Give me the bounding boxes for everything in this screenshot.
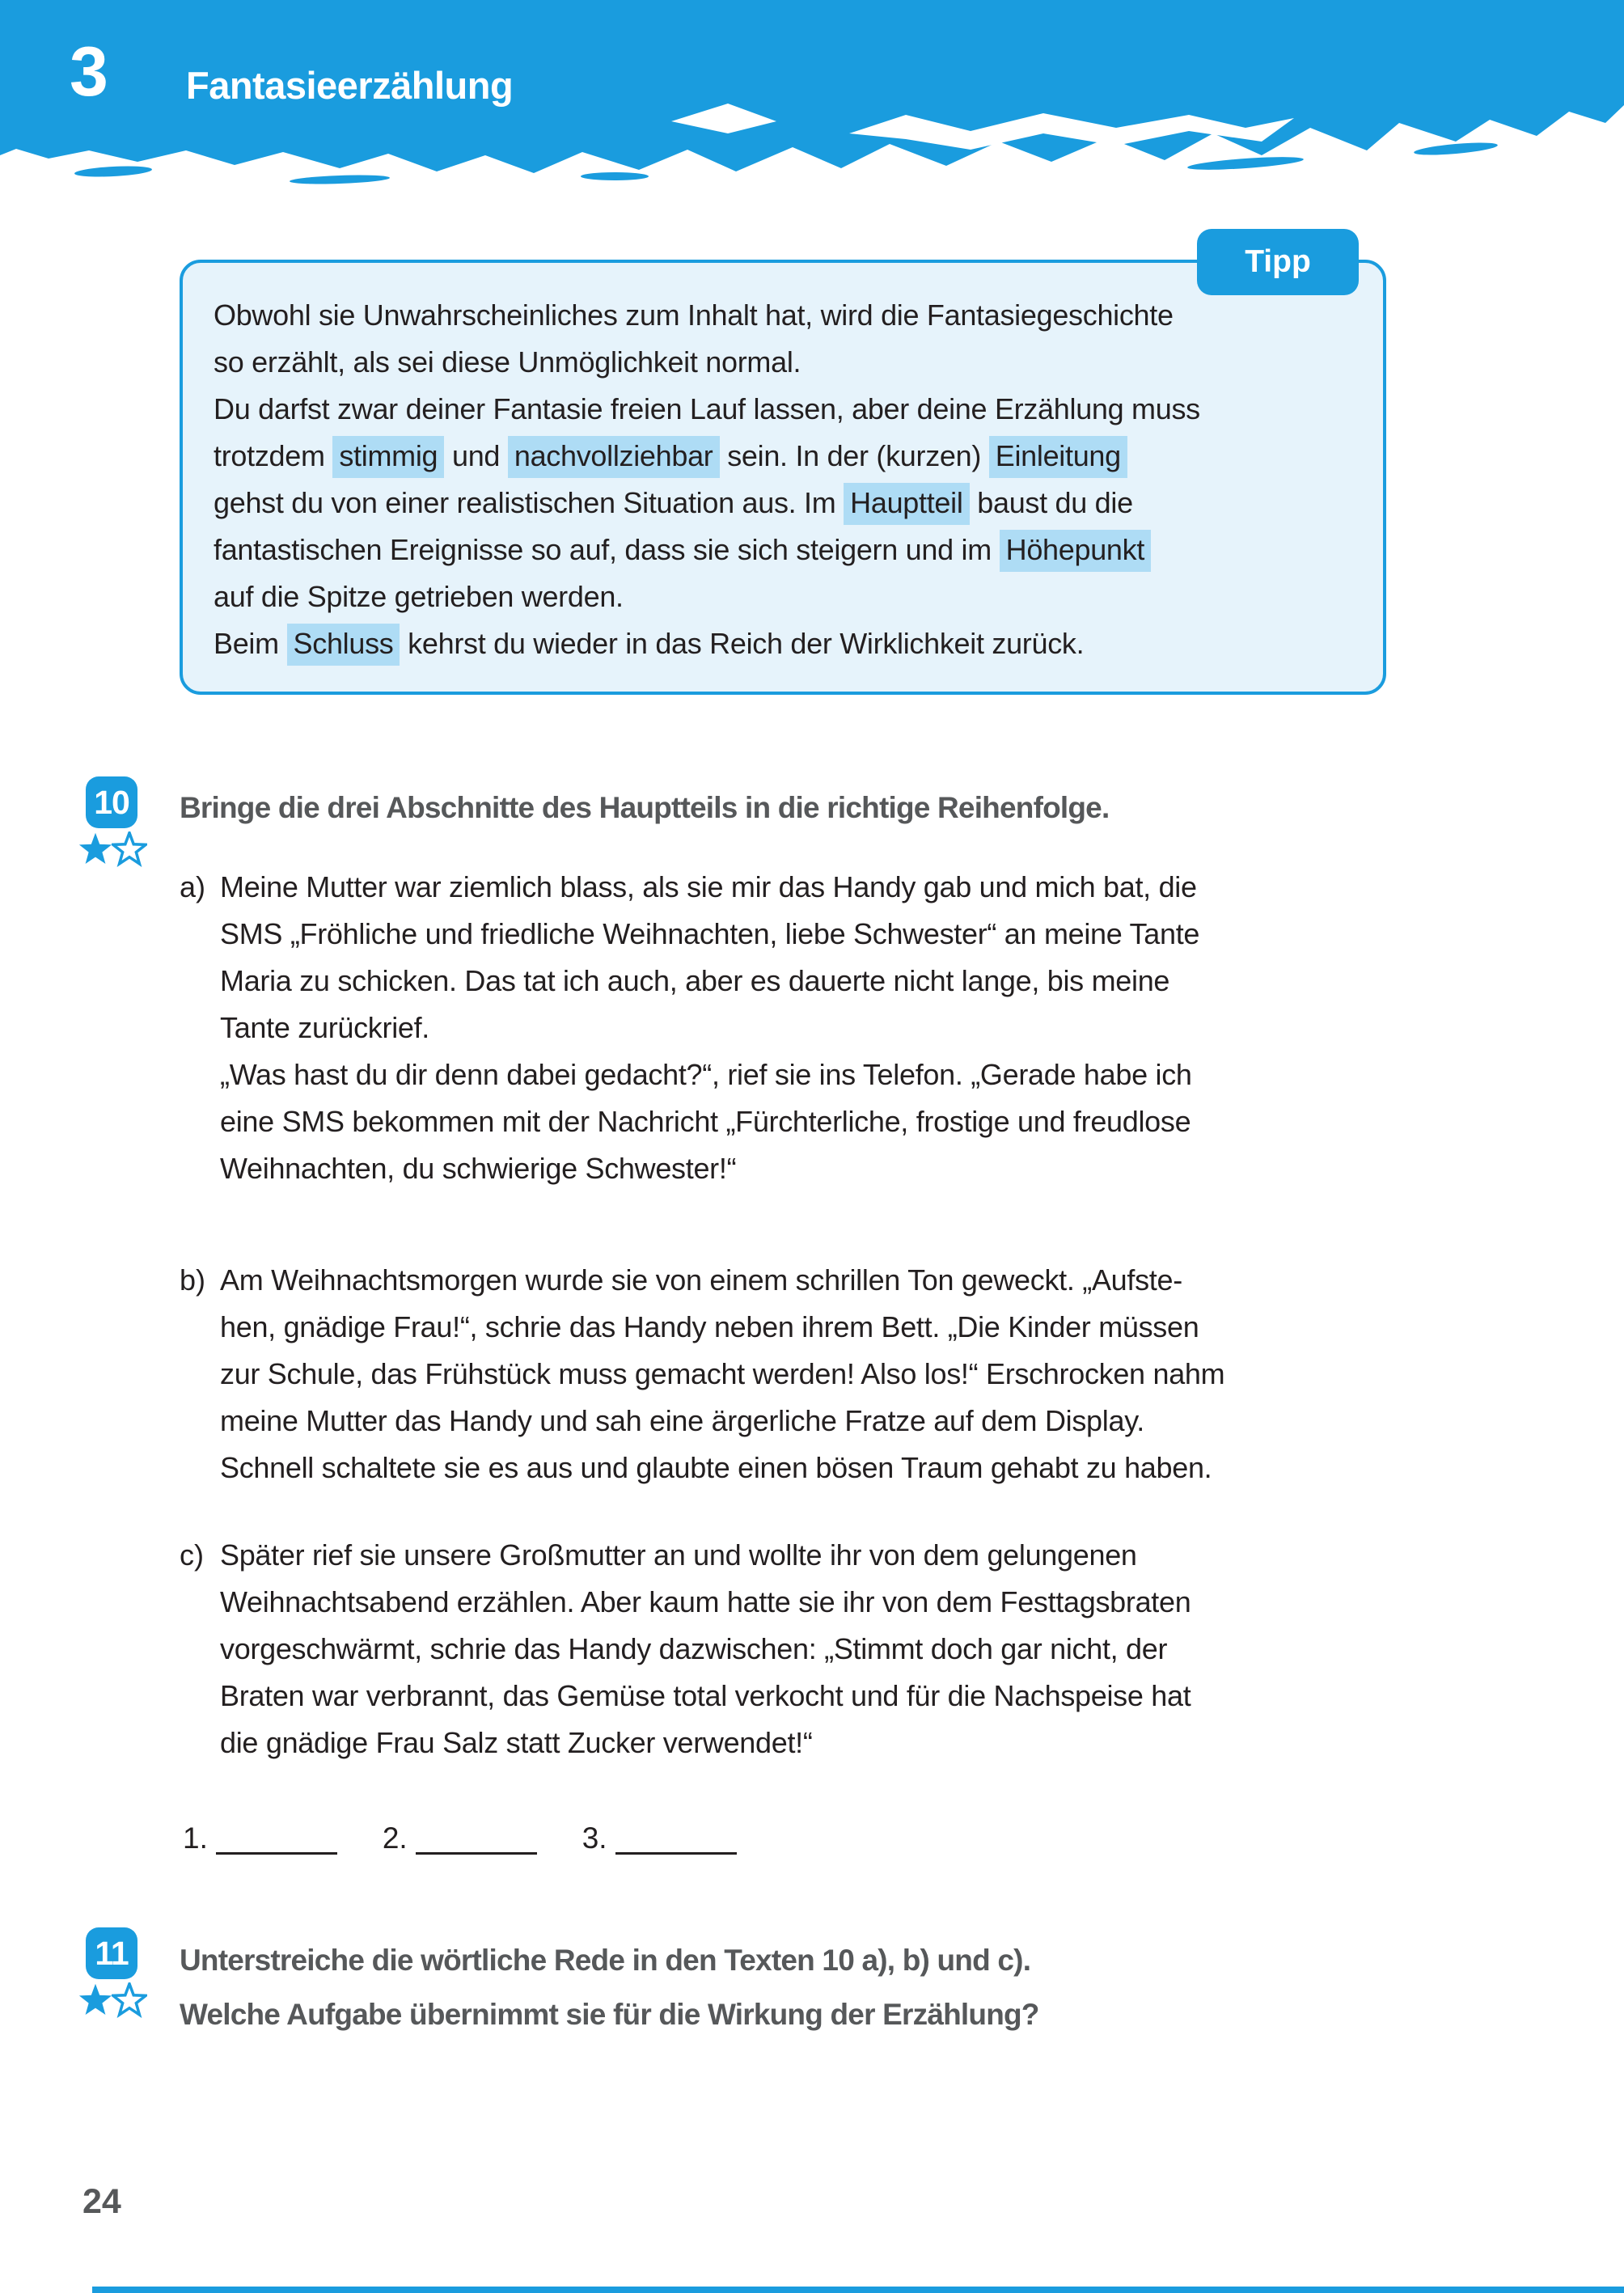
- exercise-11-instruction: [180, 1933, 1039, 2041]
- paragraph-text-line: eine SMS bekommen mit der Nachricht „Fürchterliche, frostige und freudlose: [220, 1105, 1191, 1138]
- paragraph-text-line: zur Schule, das Frühstück muss gemacht werden! Also los!“ Erschrocken nahm: [220, 1357, 1225, 1390]
- tip-text-segment: Obwohl sie Unwahrscheinliches zum Inhalt hat, wird die Fantasiegeschichte: [214, 298, 1174, 332]
- tip-text-segment: gehst du von einer realistischen Situation aus. Im: [214, 486, 844, 519]
- paragraph-list: [180, 864, 1393, 1766]
- star-filled-icon: [78, 1982, 113, 2018]
- tip-line: [214, 620, 1352, 667]
- paragraph-text-line: vorgeschwärmt, schrie das Handy dazwischen: „Stimmt doch gar nicht, der: [220, 1632, 1168, 1665]
- blank-label: 2.: [382, 1821, 408, 1855]
- paragraph-label: a): [180, 870, 206, 903]
- answer-blanks: [183, 1821, 782, 1855]
- paragraph-label: c): [180, 1538, 204, 1572]
- blank-label: 3.: [582, 1821, 607, 1855]
- tip-box: [180, 260, 1386, 695]
- paragraph-text-line: Später rief sie unsere Großmutter an und wollte ihr von dem gelungenen: [220, 1538, 1137, 1572]
- exercise-11-stars: [78, 1982, 147, 2018]
- paragraph-text-line: Maria zu schicken. Das tat ich auch, aber es dauerte nicht lange, bis meine: [220, 964, 1170, 997]
- exercise-10-stars: [78, 831, 147, 867]
- tip-line: [214, 433, 1352, 480]
- paragraph-text-line: hen, gnädige Frau!“, schrie das Handy neben ihrem Bett. „Die Kinder müssen: [220, 1310, 1199, 1343]
- paragraph-text-line: „Was hast du dir denn dabei gedacht?“, rief sie ins Telefon. „Gerade habe ich: [220, 1058, 1192, 1091]
- blank-input-line[interactable]: [416, 1852, 537, 1855]
- highlighted-term: Einleitung: [989, 436, 1127, 478]
- tip-line: [214, 386, 1352, 433]
- tip-text-segment: so erzählt, als sei diese Unmöglichkeit normal.: [214, 345, 801, 379]
- tip-line: [214, 527, 1352, 573]
- exercise-11-instruction-line1: Unterstreiche die wörtliche Rede in den Texten 10 a), b) und c).: [180, 1944, 1031, 1977]
- tip-line: [214, 480, 1352, 527]
- tip-text-segment: sein. In der (kurzen): [719, 439, 989, 472]
- blank-input-line[interactable]: [216, 1852, 337, 1855]
- exercise-11-badge: 11: [86, 1927, 137, 1979]
- paragraph-text-line: Tante zurückrief.: [220, 1011, 430, 1044]
- highlighted-term: Höhepunkt: [1000, 530, 1151, 572]
- paragraph-text: [220, 864, 1199, 1192]
- tip-text-segment: Du darfst zwar deiner Fantasie freien Lauf lassen, aber deine Erzählung muss: [214, 392, 1200, 425]
- paragraph-text-line: Braten war verbrannt, das Gemüse total verkocht und für die Nachspeise hat: [220, 1679, 1191, 1712]
- star-filled-icon: [78, 831, 113, 867]
- paragraph-text-line: SMS „Fröhliche und friedliche Weihnachten, liebe Schwester“ an meine Tante: [220, 917, 1200, 950]
- highlighted-term: Hauptteil: [844, 483, 969, 525]
- paragraph-text-line: Meine Mutter war ziemlich blass, als sie mir das Handy gab und mich bat, die: [220, 870, 1197, 903]
- page-number: 24: [82, 2182, 121, 2221]
- paragraph-item: [180, 864, 1393, 1192]
- paragraph-text-line: Am Weihnachtsmorgen wurde sie von einem schrillen Ton geweckt. „Aufste-: [220, 1263, 1182, 1297]
- star-outline-icon: [112, 1982, 147, 2018]
- tip-tab: Tipp: [1197, 229, 1359, 295]
- paragraph-text-line: Weihnachten, du schwierige Schwester!“: [220, 1152, 737, 1185]
- tip-text-segment: trotzdem: [214, 439, 333, 472]
- bottom-accent-bar: [92, 2287, 1624, 2293]
- chapter-title: Fantasieerzählung: [186, 64, 514, 107]
- tip-text-segment: auf die Spitze getrieben werden.: [214, 580, 624, 613]
- paragraph-text: [220, 1257, 1224, 1491]
- paragraph-item: [180, 1257, 1393, 1491]
- paragraph-item: [180, 1532, 1393, 1766]
- tip-line: [214, 573, 1352, 620]
- blank-input-line[interactable]: [615, 1852, 737, 1855]
- tip-text-segment: Beim: [214, 627, 287, 660]
- tip-line: [214, 292, 1352, 339]
- exercise-10-badge: 10: [86, 776, 137, 828]
- paragraph-text-line: Weihnachtsabend erzählen. Aber kaum hatte sie ihr von dem Festtagsbraten: [220, 1585, 1191, 1618]
- tip-text: [214, 292, 1352, 667]
- highlighted-term: nachvollziehbar: [508, 436, 720, 478]
- paragraph-text-line: meine Mutter das Handy und sah eine ärgerliche Fratze auf dem Display.: [220, 1404, 1144, 1437]
- tip-text-segment: kehrst du wieder in das Reich der Wirklichkeit zurück.: [400, 627, 1085, 660]
- exercise-11-instruction-line2: Welche Aufgabe übernimmt sie für die Wirkung der Erzählung?: [180, 1998, 1039, 2031]
- paragraph-text-line: Schnell schaltete sie es aus und glaubte einen bösen Traum gehabt zu haben.: [220, 1451, 1212, 1484]
- blank-label: 1.: [183, 1821, 208, 1855]
- highlighted-term: stimmig: [332, 436, 444, 478]
- answer-blank: [183, 1821, 337, 1855]
- paragraph-text-line: die gnädige Frau Salz statt Zucker verwendet!“: [220, 1726, 813, 1759]
- paragraph-text: [220, 1532, 1191, 1766]
- exercise-10-instruction: Bringe die drei Abschnitte des Hauptteils in die richtige Reihenfolge.: [180, 791, 1110, 824]
- chapter-number: 3: [70, 33, 107, 111]
- tip-line: [214, 339, 1352, 386]
- tip-text-segment: baust du die: [969, 486, 1133, 519]
- answer-blank: [383, 1821, 537, 1855]
- answer-blank: [582, 1821, 737, 1855]
- tip-text-segment: fantastischen Ereignisse so auf, dass sie sich steigern und im: [214, 533, 1000, 566]
- tip-text-segment: und: [444, 439, 508, 472]
- paragraph-label: b): [180, 1263, 206, 1297]
- star-outline-icon: [112, 831, 147, 867]
- highlighted-term: Schluss: [287, 624, 400, 666]
